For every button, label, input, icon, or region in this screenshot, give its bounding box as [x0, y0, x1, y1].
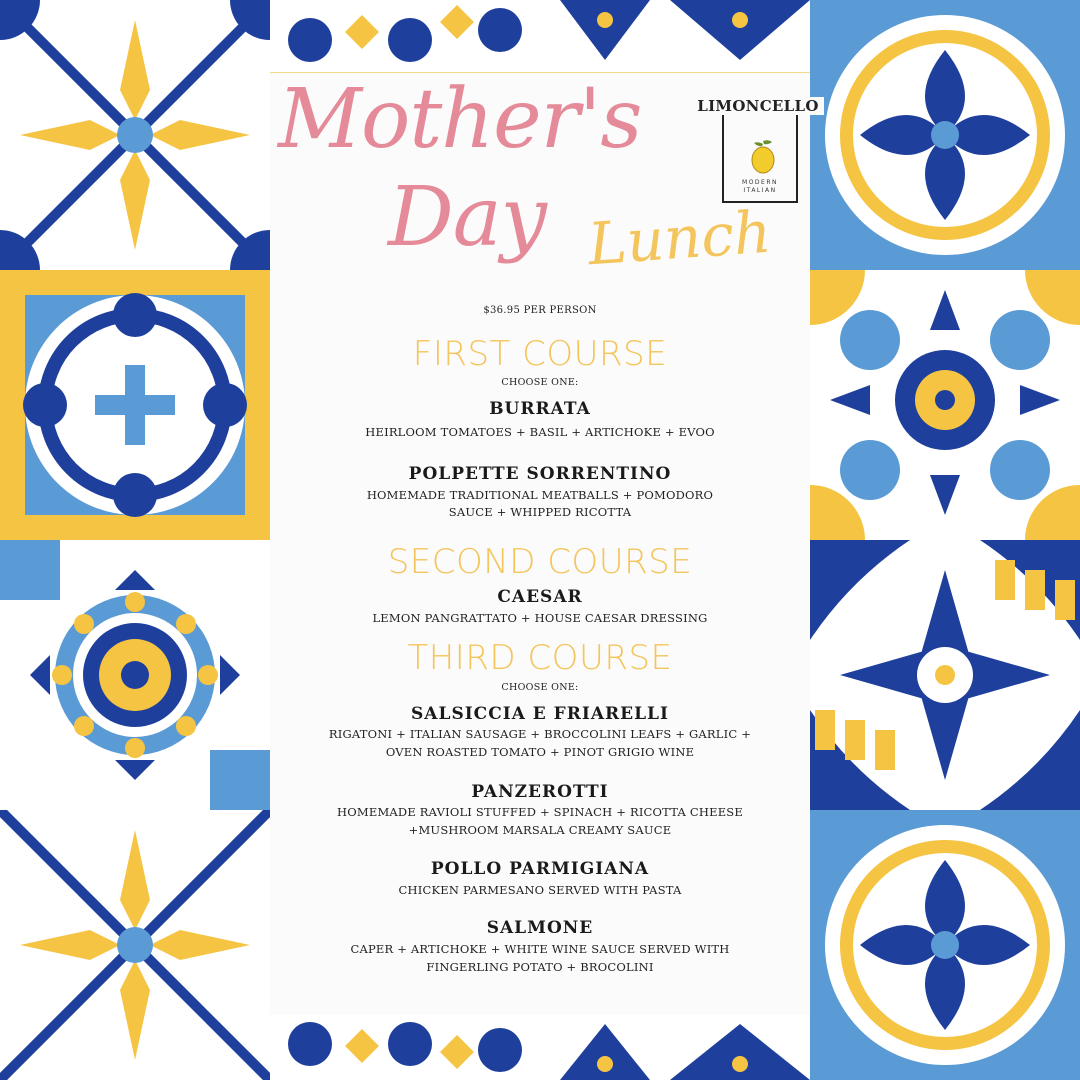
- dish-description: RIGATONI + ITALIAN SAUSAGE + BROCCOLINI LEAFS + GARLIC +: [328, 727, 752, 741]
- dish-name: POLLO PARMIGIANA: [430, 859, 650, 879]
- dish-description: HEIRLOOM TOMATOES + BASIL + ARTICHOKE + EVOO: [365, 425, 715, 439]
- dish-name: SALMONE: [486, 918, 594, 938]
- course-note-first: CHOOSE ONE:: [501, 377, 579, 388]
- dish-description: FINGERLING POTATO + BROCOLINI: [426, 960, 654, 974]
- logo-subtitle-line2: ITALIAN: [743, 187, 777, 194]
- dish-name: SALSICCIA E FRIARELLI: [411, 704, 669, 724]
- dish-description: SAUCE + WHIPPED RICOTTA: [448, 505, 632, 519]
- title-lunch: Lunch: [585, 197, 774, 279]
- logo-frame: [722, 107, 798, 203]
- logo-subtitle: [724, 179, 796, 195]
- menu-card: [270, 72, 819, 1015]
- course-note-third: CHOOSE ONE:: [501, 682, 579, 693]
- tile-left-lower: [0, 540, 270, 810]
- price-per-person: $36.95 PER PERSON: [483, 305, 597, 316]
- course-heading-first: FIRST COURSE: [412, 334, 668, 374]
- title-mothers: Mother's: [278, 72, 642, 167]
- dish-name: POLPETTE SORRENTINO: [408, 464, 672, 484]
- tile-strip-top: [270, 0, 810, 72]
- lemon-icon: [748, 139, 778, 175]
- tile-right-lower-mid: [810, 540, 1080, 810]
- dish-description: HOMEMADE TRADITIONAL MEATBALLS + POMODORO: [366, 488, 714, 502]
- dish-description: CHICKEN PARMESANO SERVED WITH PASTA: [398, 883, 682, 897]
- logo-name: LIMONCELLO: [692, 97, 824, 115]
- dish-name: BURRATA: [489, 399, 591, 419]
- dish-description: LEMON PANGRATTATO + HOUSE CAESAR DRESSING: [372, 611, 708, 625]
- tile-right-top: [810, 0, 1080, 270]
- restaurant-logo: [697, 93, 819, 203]
- tile-right-upper-mid: [810, 270, 1080, 540]
- dish-name: PANZEROTTI: [471, 782, 609, 802]
- tile-left-bottom: [0, 810, 270, 1080]
- dish-name: CAESAR: [497, 587, 583, 607]
- dish-description: CAPER + ARTICHOKE + WHITE WINE SAUCE SERVED WITH: [350, 942, 730, 956]
- course-heading-second: SECOND COURSE: [387, 542, 693, 582]
- dish-description: +MUSHROOM MARSALA CREAMY SAUCE: [408, 823, 672, 837]
- tile-left-top: [0, 0, 270, 270]
- tile-strip-bottom: [270, 1014, 810, 1080]
- dish-description: OVEN ROASTED TOMATO + PINOT GRIGIO WINE: [385, 745, 695, 759]
- dish-description: HOMEMADE RAVIOLI STUFFED + SPINACH + RICOTTA CHEESE: [337, 805, 743, 819]
- tile-left-mid: [0, 270, 270, 540]
- title-day: Day: [388, 170, 546, 265]
- logo-subtitle-line1: MODERN: [742, 179, 778, 186]
- course-heading-third: THIRD COURSE: [407, 638, 673, 678]
- tile-right-bottom: [810, 810, 1080, 1080]
